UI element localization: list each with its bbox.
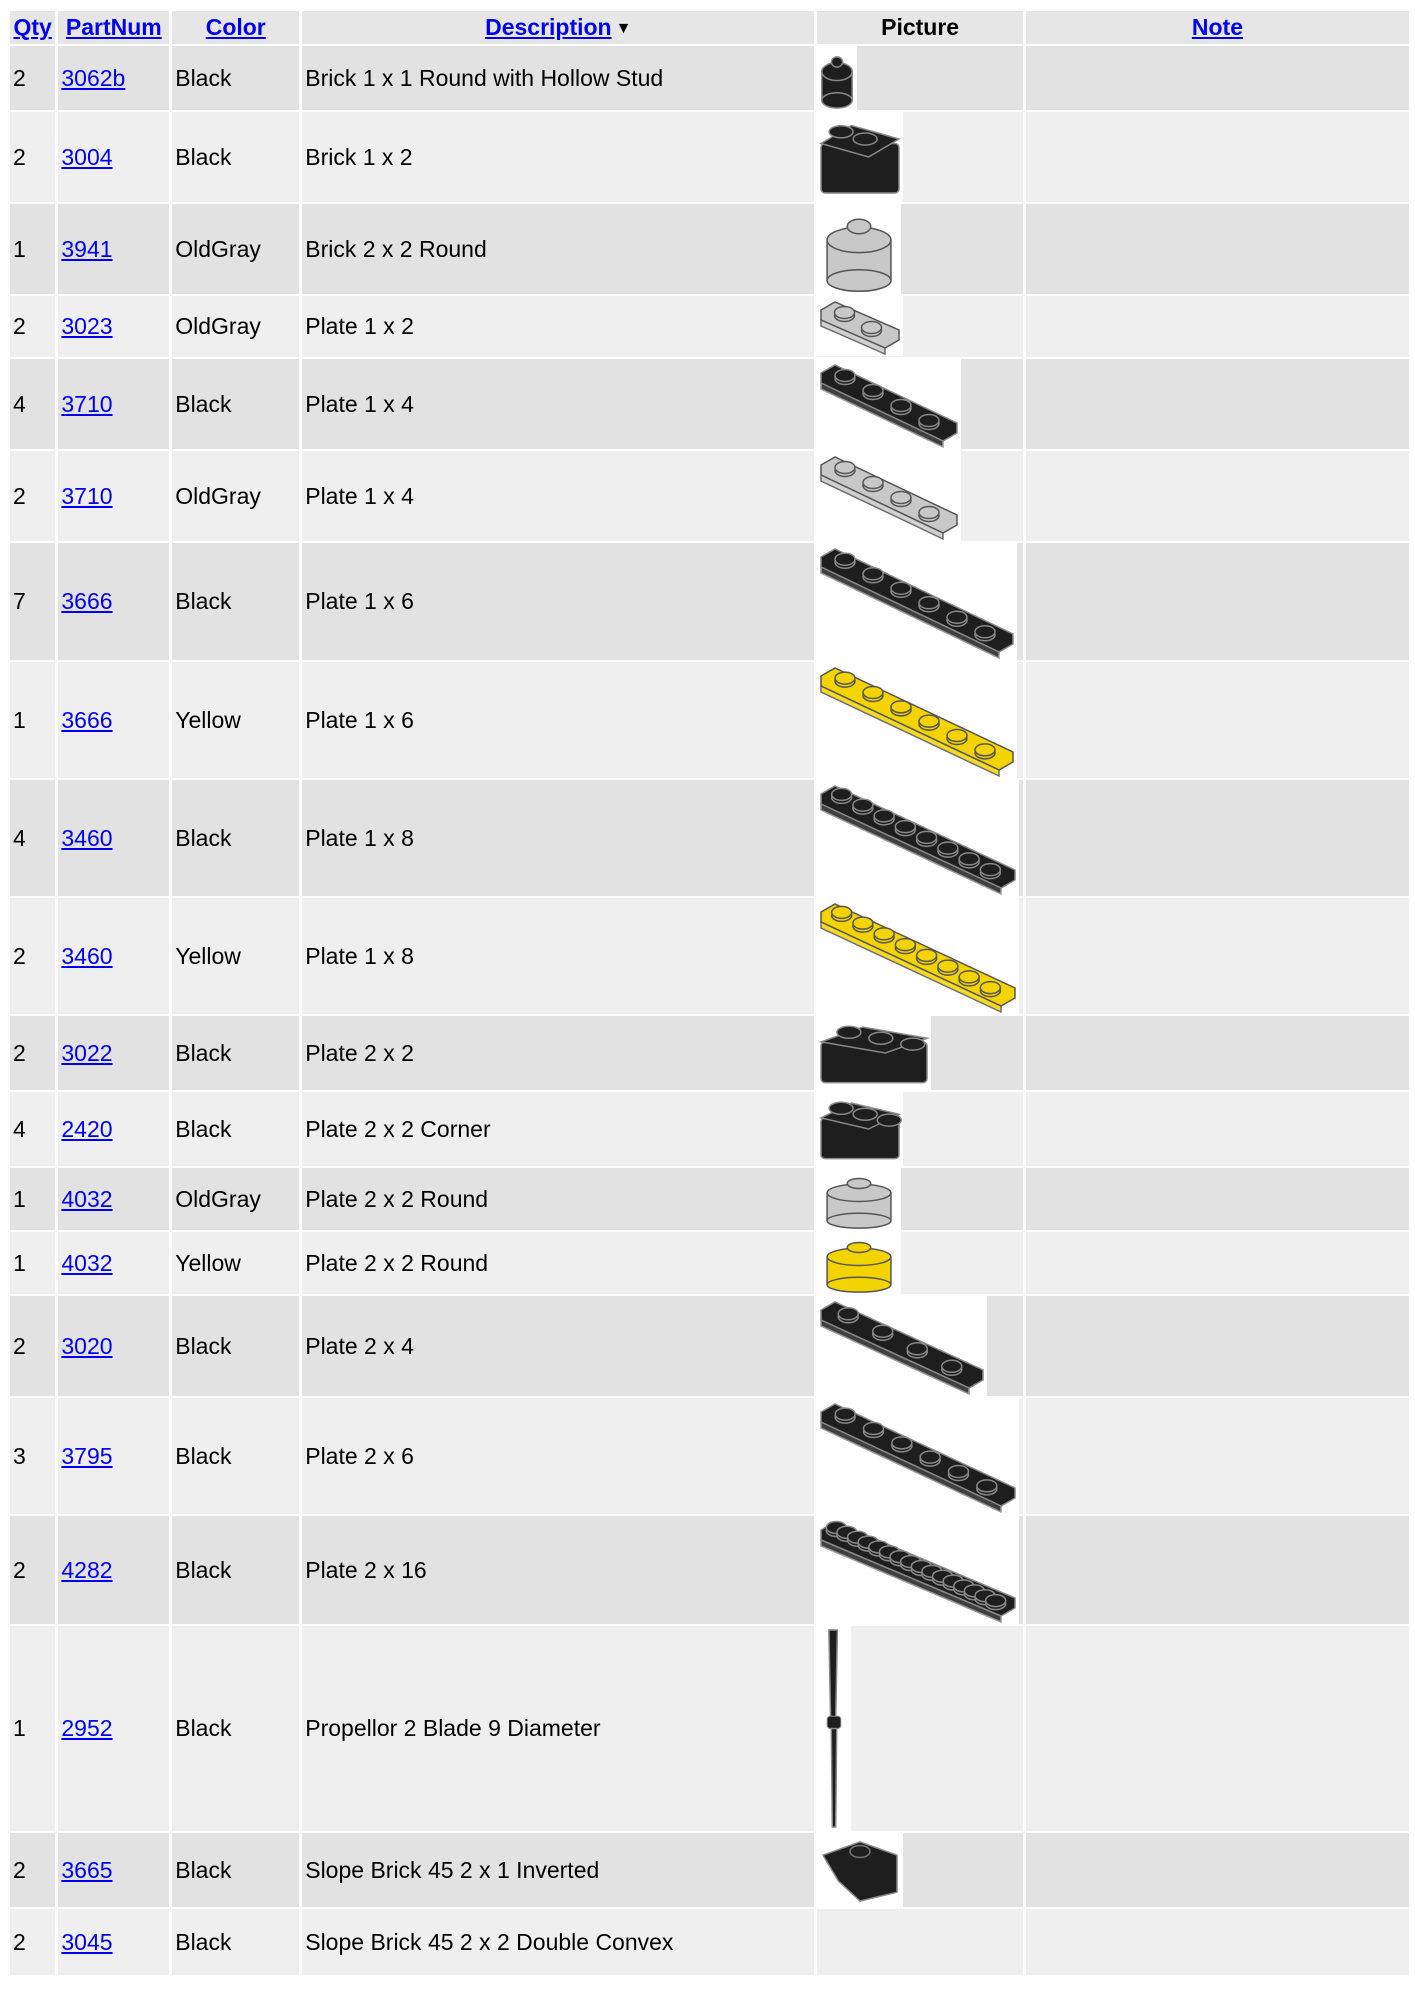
note-cell <box>1026 204 1409 294</box>
qty-cell <box>10 296 55 357</box>
color-cell <box>172 1296 299 1396</box>
picture-cell <box>817 662 1023 778</box>
description-value: Plate 1 x 4 <box>305 482 414 509</box>
table-row <box>10 359 1409 449</box>
qty-cell <box>10 359 55 449</box>
description-value: Slope Brick 45 2 x 2 Double Convex <box>305 1928 674 1955</box>
partnum-cell[interactable] <box>58 112 169 202</box>
parts-table <box>7 9 1412 1977</box>
color-cell <box>172 1833 299 1907</box>
qty-cell <box>10 1909 55 1975</box>
round-part-icon <box>817 1232 901 1294</box>
color-cell <box>172 204 299 294</box>
description-cell <box>302 1168 814 1230</box>
color-value: OldGray <box>175 235 261 262</box>
partnum-link[interactable]: 3460 <box>61 824 113 851</box>
partnum-link[interactable]: 3020 <box>61 1332 113 1359</box>
partnum-link[interactable]: 3795 <box>61 1442 113 1469</box>
partnum-cell[interactable] <box>58 1909 169 1975</box>
picture-cell <box>817 1833 1023 1907</box>
picture-cell <box>817 451 1023 541</box>
note-cell <box>1026 1516 1409 1624</box>
table-row <box>10 451 1409 541</box>
description-value: Plate 1 x 2 <box>305 313 414 339</box>
color-cell <box>172 46 299 110</box>
color-cell <box>172 1092 299 1166</box>
partnum-cell[interactable] <box>58 898 169 1014</box>
plate-part-icon <box>817 543 1017 660</box>
note-cell <box>1026 1016 1409 1090</box>
partnum-link[interactable]: 3665 <box>61 1856 113 1883</box>
plate-part-icon <box>817 296 903 356</box>
picture-cell <box>817 204 1023 294</box>
color-header[interactable] <box>172 11 299 44</box>
description-value: Plate 2 x 2 Round <box>305 1249 489 1276</box>
description-cell <box>302 112 814 202</box>
plate-part-icon <box>817 898 1019 1014</box>
description-cell <box>302 1398 814 1514</box>
plate-part-icon <box>817 1516 1019 1624</box>
qty-cell <box>10 780 55 896</box>
partnum-cell[interactable] <box>58 543 169 660</box>
partnum-link[interactable]: 3460 <box>61 942 113 969</box>
partnum-cell[interactable] <box>58 1016 169 1090</box>
picture-cell <box>817 1398 1023 1514</box>
qty-value: 2 <box>13 1556 26 1583</box>
qty-cell <box>10 1398 55 1514</box>
description-cell <box>302 1296 814 1396</box>
qty-value: 2 <box>13 1856 26 1883</box>
note-cell <box>1026 112 1409 202</box>
qty-cell <box>10 1092 55 1166</box>
partnum-link[interactable]: 4032 <box>61 1185 113 1212</box>
picture-cell <box>817 46 1023 110</box>
picture-cell <box>817 1092 1023 1166</box>
note-cell <box>1026 662 1409 778</box>
note-cell <box>1026 1296 1409 1396</box>
note-cell <box>1026 780 1409 896</box>
color-value: Yellow <box>175 706 241 733</box>
sort-descending-icon: ▼ <box>615 20 632 37</box>
partnum-header[interactable] <box>58 11 169 44</box>
qty-cell <box>10 1016 55 1090</box>
description-value: Brick 1 x 1 Round with Hollow Stud <box>305 64 664 91</box>
description-value: Propellor 2 Blade 9 Diameter <box>305 1715 601 1741</box>
description-value: Brick 2 x 2 Round <box>305 235 487 262</box>
color-cell <box>172 296 299 357</box>
table-row <box>10 780 1409 896</box>
color-cell <box>172 1168 299 1230</box>
table-row <box>10 204 1409 294</box>
qty-cell <box>10 451 55 541</box>
partnum-cell[interactable] <box>58 1092 169 1166</box>
description-cell <box>302 1232 814 1294</box>
partnum-link[interactable]: 3004 <box>61 143 113 170</box>
partnum-link[interactable]: 3022 <box>61 1039 113 1066</box>
color-cell <box>172 1016 299 1090</box>
round-part-icon <box>817 46 857 110</box>
partnum-sort-link[interactable]: PartNum <box>65 14 162 40</box>
partnum-cell[interactable] <box>58 451 169 541</box>
qty-value: 2 <box>13 1928 26 1955</box>
qty-value: 2 <box>13 1039 26 1066</box>
note-cell <box>1026 898 1409 1014</box>
partnum-link[interactable]: 3045 <box>61 1928 113 1955</box>
plate-part-icon <box>817 1398 1019 1514</box>
partnum-cell[interactable] <box>58 1168 169 1230</box>
color-value: Black <box>175 1715 232 1741</box>
table-row <box>10 296 1409 357</box>
qty-cell <box>10 46 55 110</box>
description-value: Plate 2 x 4 <box>305 1332 414 1359</box>
color-value: Black <box>175 1442 232 1469</box>
qty-cell <box>10 1833 55 1907</box>
picture-cell <box>817 1232 1023 1294</box>
table-row <box>10 662 1409 778</box>
color-sort-link[interactable]: Color <box>205 14 266 40</box>
qty-value: 1 <box>13 1715 26 1741</box>
color-cell <box>172 543 299 660</box>
partnum-link[interactable]: 3666 <box>61 588 113 614</box>
color-value: Black <box>175 1928 232 1955</box>
description-cell <box>302 1516 814 1624</box>
description-value: Plate 2 x 2 <box>305 1039 414 1066</box>
color-value: Black <box>175 588 232 614</box>
qty-cell <box>10 1296 55 1396</box>
qty-value: 4 <box>13 1115 26 1142</box>
qty-value: 7 <box>13 588 26 614</box>
qty-cell <box>10 543 55 660</box>
qty-value: 4 <box>13 824 26 851</box>
partnum-cell[interactable] <box>58 780 169 896</box>
qty-cell <box>10 112 55 202</box>
note-sort-link[interactable]: Note <box>1191 14 1244 40</box>
color-value: Black <box>175 1556 232 1583</box>
qty-value: 4 <box>13 390 26 417</box>
partnum-link[interactable]: 3023 <box>61 313 113 339</box>
color-cell <box>172 451 299 541</box>
color-cell <box>172 1909 299 1975</box>
plate-part-icon <box>817 451 961 541</box>
parts-table-body <box>10 46 1409 1975</box>
picture-header-label: Picture <box>881 14 960 40</box>
note-cell <box>1026 1626 1409 1831</box>
qty-value: 2 <box>13 143 26 170</box>
description-cell <box>302 1909 814 1975</box>
description-value: Plate 1 x 6 <box>305 706 414 733</box>
plate-part-icon <box>817 662 1017 778</box>
color-cell <box>172 898 299 1014</box>
qty-value: 3 <box>13 1442 26 1469</box>
partnum-cell[interactable] <box>58 46 169 110</box>
plate-part-icon <box>817 1296 987 1396</box>
description-cell <box>302 1833 814 1907</box>
propeller-part-icon <box>817 1626 851 1831</box>
partnum-link[interactable]: 4282 <box>61 1556 113 1583</box>
description-value: Plate 1 x 6 <box>305 588 414 614</box>
table-row <box>10 1016 1409 1090</box>
picture-cell <box>817 543 1023 660</box>
picture-cell <box>817 1016 1023 1090</box>
color-value: Black <box>175 143 232 170</box>
note-cell <box>1026 1398 1409 1514</box>
plate-part-icon <box>817 780 1019 896</box>
note-cell <box>1026 451 1409 541</box>
qty-value: 2 <box>13 313 26 339</box>
partnum-cell[interactable] <box>58 1398 169 1514</box>
description-value: Plate 2 x 6 <box>305 1442 414 1469</box>
qty-value: 2 <box>13 482 26 509</box>
note-cell <box>1026 296 1409 357</box>
qty-value: 1 <box>13 706 26 733</box>
partnum-link[interactable]: 3062b <box>61 64 126 91</box>
note-cell <box>1026 359 1409 449</box>
partnum-link[interactable]: 3941 <box>61 235 113 262</box>
picture-cell <box>817 1626 1023 1831</box>
round-part-icon <box>817 204 901 294</box>
description-cell <box>302 780 814 896</box>
note-cell <box>1026 1232 1409 1294</box>
partnum-link[interactable]: 2952 <box>61 1715 113 1741</box>
description-cell <box>302 898 814 1014</box>
picture-cell <box>817 780 1023 896</box>
note-cell <box>1026 1168 1409 1230</box>
qty-value: 1 <box>13 1185 26 1212</box>
qty-cell <box>10 1626 55 1831</box>
note-cell <box>1026 1909 1409 1975</box>
description-value: Plate 1 x 8 <box>305 824 414 851</box>
description-cell <box>302 204 814 294</box>
color-cell <box>172 1398 299 1514</box>
description-cell <box>302 543 814 660</box>
table-row <box>10 1833 1409 1907</box>
table-row <box>10 1296 1409 1396</box>
partnum-cell[interactable] <box>58 1516 169 1624</box>
picture-cell <box>817 1296 1023 1396</box>
picture-cell <box>817 1909 1023 1975</box>
description-cell <box>302 1092 814 1166</box>
table-row <box>10 1909 1409 1975</box>
color-value: Yellow <box>175 942 241 969</box>
color-cell <box>172 1232 299 1294</box>
picture-cell <box>817 296 1023 357</box>
color-value: OldGray <box>175 313 261 339</box>
partnum-link[interactable]: 4032 <box>61 1249 113 1276</box>
table-row <box>10 46 1409 110</box>
table-row <box>10 112 1409 202</box>
table-row <box>10 1092 1409 1166</box>
qty-cell <box>10 898 55 1014</box>
description-cell <box>302 1626 814 1831</box>
partnum-link[interactable]: 2420 <box>61 1115 113 1142</box>
description-value: Plate 2 x 2 Corner <box>305 1115 491 1142</box>
description-value: Plate 2 x 16 <box>305 1556 427 1583</box>
partnum-link[interactable]: 3666 <box>61 706 113 733</box>
brick-part-icon <box>817 112 903 202</box>
qty-cell <box>10 1516 55 1624</box>
table-row <box>10 1168 1409 1230</box>
description-cell <box>302 662 814 778</box>
color-value: Black <box>175 390 232 417</box>
note-cell <box>1026 46 1409 110</box>
header-row <box>10 11 1409 44</box>
description-cell <box>302 451 814 541</box>
note-header[interactable] <box>1026 11 1409 44</box>
round-part-icon <box>817 1168 901 1230</box>
color-cell <box>172 112 299 202</box>
partnum-cell[interactable] <box>58 204 169 294</box>
partnum-link[interactable]: 3710 <box>61 390 113 417</box>
partnum-cell[interactable] <box>58 1232 169 1294</box>
qty-header[interactable] <box>10 11 55 44</box>
color-value: OldGray <box>175 1185 261 1212</box>
color-value: OldGray <box>175 482 261 509</box>
color-cell <box>172 359 299 449</box>
qty-cell <box>10 204 55 294</box>
description-value: Slope Brick 45 2 x 1 Inverted <box>305 1856 600 1883</box>
picture-cell <box>817 898 1023 1014</box>
qty-value: 1 <box>13 1249 26 1276</box>
table-row <box>10 1398 1409 1514</box>
partnum-cell[interactable] <box>58 296 169 357</box>
description-value: Brick 1 x 2 <box>305 143 413 170</box>
partnum-link[interactable]: 3710 <box>61 482 113 509</box>
description-value: Plate 1 x 8 <box>305 942 414 969</box>
description-header[interactable] <box>302 11 814 44</box>
qty-value: 2 <box>13 64 26 91</box>
color-value: Black <box>175 1115 232 1142</box>
color-value: Black <box>175 1332 232 1359</box>
picture-cell <box>817 1168 1023 1230</box>
table-row <box>10 1626 1409 1831</box>
description-cell <box>302 46 814 110</box>
color-value: Black <box>175 824 232 851</box>
description-cell <box>302 359 814 449</box>
description-value: Plate 1 x 4 <box>305 390 414 417</box>
plate-part-icon <box>817 359 961 449</box>
table-row <box>10 1516 1409 1624</box>
color-value: Black <box>175 1856 232 1883</box>
plate-part-icon <box>817 1092 903 1166</box>
note-cell <box>1026 1092 1409 1166</box>
table-row <box>10 543 1409 660</box>
partnum-cell[interactable] <box>58 359 169 449</box>
color-cell <box>172 780 299 896</box>
table-row <box>10 1232 1409 1294</box>
description-cell <box>302 1016 814 1090</box>
picture-cell <box>817 112 1023 202</box>
picture-cell <box>817 359 1023 449</box>
description-value: Plate 2 x 2 Round <box>305 1185 489 1212</box>
table-row <box>10 898 1409 1014</box>
color-cell <box>172 1516 299 1624</box>
qty-value: 1 <box>13 235 26 262</box>
qty-value: 2 <box>13 1332 26 1359</box>
description-cell <box>302 296 814 357</box>
picture-header <box>817 11 1023 44</box>
note-cell <box>1026 1833 1409 1907</box>
partnum-cell[interactable] <box>58 1626 169 1831</box>
color-value: Yellow <box>175 1249 241 1276</box>
partnum-cell[interactable] <box>58 662 169 778</box>
plate-part-icon <box>817 1016 931 1090</box>
description-sort-link[interactable]: Description <box>485 14 612 40</box>
qty-cell <box>10 1232 55 1294</box>
color-value: Black <box>175 64 232 91</box>
color-cell <box>172 662 299 778</box>
note-cell <box>1026 543 1409 660</box>
color-cell <box>172 1626 299 1831</box>
slope-brick-part-icon <box>817 1833 903 1907</box>
qty-cell <box>10 662 55 778</box>
qty-cell <box>10 1168 55 1230</box>
partnum-cell[interactable] <box>58 1833 169 1907</box>
picture-cell <box>817 1516 1023 1624</box>
partnum-cell[interactable] <box>58 1296 169 1396</box>
color-value: Black <box>175 1039 232 1066</box>
qty-value: 2 <box>13 942 26 969</box>
qty-sort-link[interactable]: Qty <box>13 14 52 40</box>
